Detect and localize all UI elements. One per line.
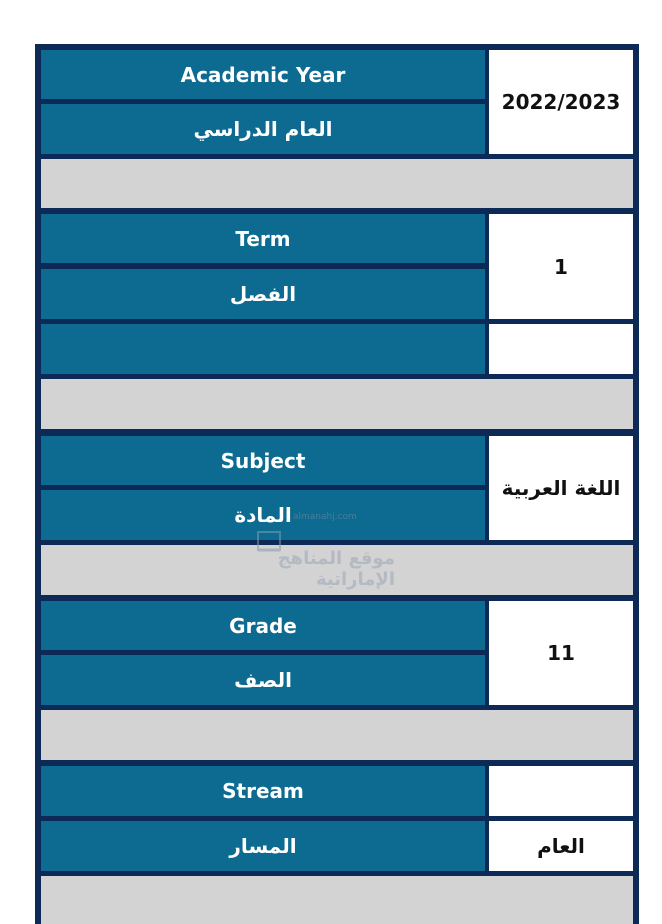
term-extra-value	[489, 324, 633, 374]
separator-row	[41, 379, 633, 429]
info-table	[35, 44, 639, 924]
academic-year-label-ar: العام الدراسي	[41, 104, 485, 154]
stream-empty-value	[489, 766, 633, 816]
watermark-name: موقع المناهج الإماراتية	[277, 548, 395, 590]
subject-value: اللغة العربية	[489, 436, 633, 540]
stream-label-en: Stream	[41, 766, 485, 816]
watermark-site: almanahj.com	[293, 512, 357, 522]
academic-year-label-en: Academic Year	[41, 50, 485, 99]
term-value: 1	[489, 214, 633, 319]
term-label-ar: الفصل	[41, 269, 485, 319]
term-extra-label	[41, 324, 485, 374]
subject-label-ar: المادة	[41, 490, 485, 540]
separator-row	[41, 159, 633, 208]
stream-value: العام	[489, 821, 633, 871]
grade-label-en: Grade	[41, 601, 485, 650]
term-label-en: Term	[41, 214, 485, 263]
stream-label-ar: المسار	[41, 821, 485, 871]
separator-row	[41, 710, 633, 760]
academic-year-value: 2022/2023	[489, 50, 633, 154]
subject-label-en: Subject	[41, 436, 485, 485]
separator-row	[41, 545, 633, 595]
grade-value: 11	[489, 601, 633, 705]
separator-row	[41, 876, 633, 924]
grade-label-ar: الصف	[41, 655, 485, 705]
